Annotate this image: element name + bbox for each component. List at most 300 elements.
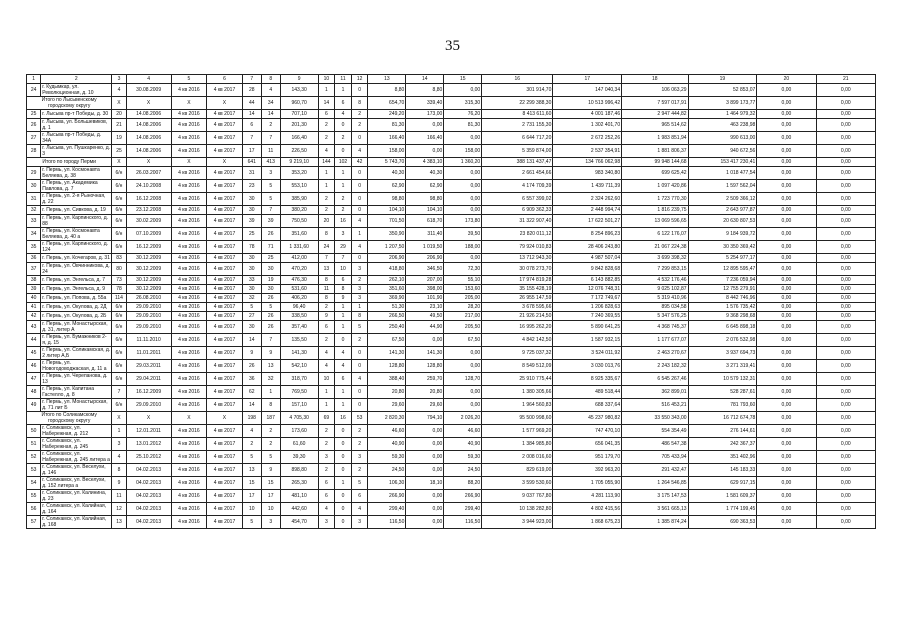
table-cell: 99 948 144,68 <box>622 158 688 167</box>
table-cell: 16.12.2008 <box>126 193 171 206</box>
table-cell: 4 кв 2017 <box>207 193 243 206</box>
table-cell: 1 <box>335 303 352 312</box>
table-cell: 266,90 <box>368 490 406 503</box>
table-cell: 30.02.2009 <box>126 215 171 228</box>
table-cell: 4 842 142,50 <box>482 334 553 347</box>
table-cell: 0,00 <box>816 386 875 399</box>
table-cell: 0 <box>335 516 352 529</box>
table-cell: 25 910 775,44 <box>482 373 553 386</box>
table-row <box>27 215 876 228</box>
table-row <box>27 254 876 263</box>
table-cell: 0,00 <box>816 360 875 373</box>
table-cell: 0,00 <box>816 158 875 167</box>
table-cell: 0,00 <box>816 110 875 119</box>
table-cell: 1 <box>335 399 352 412</box>
table-cell: 554 354,49 <box>622 425 688 438</box>
table-cell: 1 816 239,75 <box>622 206 688 215</box>
table-row <box>27 347 876 360</box>
table-cell: 0,00 <box>757 110 816 119</box>
table-cell: 31 <box>27 193 41 206</box>
table-cell: X <box>112 412 126 425</box>
table-cell: 3 271 319,41 <box>688 360 757 373</box>
table-cell: 30 <box>261 285 280 294</box>
table-cell: 59,30 <box>444 451 482 464</box>
table-cell: 39 <box>27 285 41 294</box>
table-cell: 73 <box>112 276 126 285</box>
table-cell: 95 500 998,60 <box>482 412 553 425</box>
table-cell: 0 <box>351 254 368 263</box>
table-cell: 9 <box>261 464 280 477</box>
table-cell: 6/н <box>112 312 126 321</box>
table-cell: 6/н <box>112 347 126 360</box>
table-cell: 26 <box>27 119 41 132</box>
table-cell: 0,00 <box>757 334 816 347</box>
table-cell: 12.01.2011 <box>126 425 171 438</box>
table-cell: 0,00 <box>816 263 875 276</box>
table-cell: 7 240 369,55 <box>553 312 622 321</box>
table-cell: 10 579 132,31 <box>688 373 757 386</box>
table-cell: 04.02.2013 <box>126 477 171 490</box>
table-cell: 206,90 <box>406 254 444 263</box>
table-cell: 2 <box>318 206 335 215</box>
table-cell: 0,00 <box>406 490 444 503</box>
table-cell: 6/н <box>112 206 126 215</box>
table-cell: 157,10 <box>280 399 318 412</box>
table-cell: 750,50 <box>280 215 318 228</box>
table-cell: 1 207,50 <box>368 241 406 254</box>
table-body <box>27 75 876 529</box>
table-cell: 0 <box>351 167 368 180</box>
table-cell: 4 <box>242 425 261 438</box>
table-row <box>27 477 876 490</box>
table-cell: 2 <box>335 193 352 206</box>
table-cell: 17 974 819,28 <box>482 276 553 285</box>
table-cell: 0,00 <box>757 132 816 145</box>
table-cell: 12 895 595,47 <box>688 263 757 276</box>
table-cell: 388,40 <box>368 373 406 386</box>
table-cell: 2 <box>335 206 352 215</box>
table-cell: 24,50 <box>444 464 482 477</box>
table-row <box>27 464 876 477</box>
address-cell: г. Пермь, ул. Капитана Гастелло, д. 8 <box>41 386 112 399</box>
column-number-cell: 21 <box>816 75 875 84</box>
table-cell: 76,20 <box>444 110 482 119</box>
table-cell: 2 <box>318 132 335 145</box>
table-cell: 1 264 546,85 <box>622 477 688 490</box>
table-cell: 2 537 354,91 <box>553 145 622 158</box>
table-cell: 4 кв 2017 <box>207 294 243 303</box>
table-cell: 11 <box>112 490 126 503</box>
table-cell: 0,00 <box>816 167 875 180</box>
table-cell: 4 <box>351 503 368 516</box>
table-cell: 4 кв 2017 <box>207 347 243 360</box>
table-cell: 0,00 <box>757 386 816 399</box>
table-cell: 699 625,42 <box>622 167 688 180</box>
table-row <box>27 451 876 464</box>
table-cell: 173,00 <box>406 110 444 119</box>
address-cell: г. Пермь, ул. Космонавта Беляева, д. 40 а <box>41 228 112 241</box>
table-cell: 4 <box>335 347 352 360</box>
table-cell: 4 кв 2017 <box>207 132 243 145</box>
table-cell: 24 <box>27 84 41 97</box>
table-cell: 1 <box>335 84 352 97</box>
table-cell: 30 <box>242 263 261 276</box>
table-cell: 2 672 252,26 <box>553 132 622 145</box>
table-cell: 9 <box>242 347 261 360</box>
table-cell: 0 <box>351 386 368 399</box>
table-cell: 4 кв 2016 <box>171 451 207 464</box>
address-cell: г. Соликамск, ул. Веселухи, д. 146 <box>41 464 112 477</box>
table-cell: 3 899 173,77 <box>688 97 757 110</box>
column-number-cell: 19 <box>688 75 757 84</box>
table-cell: 369,90 <box>368 294 406 303</box>
table-cell: 1 019,50 <box>406 241 444 254</box>
table-cell: 0,00 <box>757 193 816 206</box>
table-cell: 143,30 <box>280 84 318 97</box>
table-cell: 52 853,07 <box>688 84 757 97</box>
table-cell: 4 кв 2017 <box>207 321 243 334</box>
table-cell: 98,80 <box>406 193 444 206</box>
table-cell: 641 <box>242 158 261 167</box>
table-cell: 11.11.2010 <box>126 334 171 347</box>
table-cell: 353,20 <box>280 167 318 180</box>
table-cell: 0,00 <box>406 503 444 516</box>
table-cell: 4 кв 2016 <box>171 206 207 215</box>
table-cell: 418,80 <box>368 263 406 276</box>
table-cell: 0,00 <box>757 228 816 241</box>
column-number-cell: 7 <box>242 75 261 84</box>
table-cell: 0 <box>335 438 352 451</box>
table-cell: 0,00 <box>444 193 482 206</box>
table-cell: 25 <box>242 228 261 241</box>
column-number-cell: 12 <box>351 75 368 84</box>
subtotal-row <box>27 158 876 167</box>
table-cell: 265,30 <box>280 477 318 490</box>
table-cell: 0,00 <box>816 254 875 263</box>
table-cell: 5 743,70 <box>368 158 406 167</box>
table-cell: 206,90 <box>368 254 406 263</box>
table-cell: 0 <box>335 334 352 347</box>
table-cell: 104,10 <box>406 206 444 215</box>
table-cell: 481,10 <box>280 490 318 503</box>
table-cell: 8,80 <box>406 84 444 97</box>
table-cell: 0,00 <box>406 145 444 158</box>
table-cell: 5 890 641,25 <box>553 321 622 334</box>
table-cell: 23 <box>242 180 261 193</box>
address-cell: г. Соликамск, ул. Калийная, д. 168 <box>41 516 112 529</box>
table-cell: 10 <box>318 373 335 386</box>
table-cell: 6 644 717,20 <box>482 132 553 145</box>
table-cell: 0,00 <box>757 516 816 529</box>
table-cell: 4 кв 2016 <box>171 477 207 490</box>
table-cell: 4 кв 2016 <box>171 228 207 241</box>
table-cell: 31 322 907,40 <box>482 215 553 228</box>
table-cell: 12 076 748,31 <box>553 285 622 294</box>
table-cell: 20 630 807,53 <box>688 215 757 228</box>
table-cell: 6 122 176,07 <box>622 228 688 241</box>
table-cell: 88,20 <box>444 477 482 490</box>
table-cell: 406,20 <box>280 294 318 303</box>
table-cell: 351,60 <box>280 228 318 241</box>
column-number-row <box>27 75 876 84</box>
table-cell: 6/н <box>112 215 126 228</box>
table-cell: 3 <box>351 451 368 464</box>
table-cell: 8 925 335,67 <box>553 373 622 386</box>
table-cell: 895 034,58 <box>622 303 688 312</box>
table-cell: 78 <box>112 285 126 294</box>
table-cell: 5 <box>242 303 261 312</box>
table-cell: 25 <box>112 145 126 158</box>
table-cell: 04.02.2013 <box>126 464 171 477</box>
table-cell: 0,00 <box>757 84 816 97</box>
table-cell: 1 <box>318 167 335 180</box>
table-cell: 1 581 609,37 <box>688 490 757 503</box>
table-cell: 26.08.2010 <box>126 294 171 303</box>
table-cell: 0,00 <box>757 438 816 451</box>
table-cell: 128,80 <box>406 360 444 373</box>
table-cell: 0,00 <box>757 399 816 412</box>
table-cell: 166,40 <box>406 132 444 145</box>
table-cell: 11 <box>261 145 280 158</box>
table-cell: 1 <box>335 477 352 490</box>
table-cell: 30 <box>27 180 41 193</box>
table-cell: 116,50 <box>368 516 406 529</box>
table-cell: 6 143 882,85 <box>553 276 622 285</box>
table-cell: 14 <box>318 97 335 110</box>
table-cell: 4 кв 2017 <box>207 215 243 228</box>
table-cell: 2 947 444,82 <box>622 110 688 119</box>
table-cell: 0,00 <box>816 97 875 110</box>
column-number-cell: 3 <box>112 75 126 84</box>
table-cell: 4 кв 2017 <box>207 360 243 373</box>
table-cell: 71 <box>261 241 280 254</box>
table-cell: 4 кв 2016 <box>171 347 207 360</box>
table-cell: 388 131 437,47 <box>482 158 553 167</box>
table-cell: 51,30 <box>368 303 406 312</box>
table-cell: 8 254 896,23 <box>553 228 622 241</box>
table-cell: 350,90 <box>368 228 406 241</box>
table-cell: 6 <box>318 477 335 490</box>
table-cell: 0,00 <box>757 119 816 132</box>
table-cell: 4 кв 2017 <box>207 425 243 438</box>
table-cell: 188,00 <box>444 241 482 254</box>
table-cell: 11.01.2011 <box>126 347 171 360</box>
table-row <box>27 503 876 516</box>
table-row <box>27 321 876 334</box>
table-cell: 0,00 <box>816 490 875 503</box>
table-cell: 6 <box>318 110 335 119</box>
table-cell: 0,00 <box>816 206 875 215</box>
table-cell: 1 <box>351 303 368 312</box>
address-cell: г. Соликамск, ул. Набережная, д. 245 <box>41 438 112 451</box>
table-cell: 6/н <box>112 180 126 193</box>
table-cell: 4 <box>318 360 335 373</box>
table-cell: 0,00 <box>444 360 482 373</box>
table-cell: 18,10 <box>406 477 444 490</box>
table-cell: 707,10 <box>280 110 318 119</box>
table-cell: 2 <box>351 276 368 285</box>
table-cell: 4 кв 2016 <box>171 119 207 132</box>
table-cell: 46,60 <box>444 425 482 438</box>
table-cell: 7 <box>261 334 280 347</box>
table-cell: 39 <box>261 215 280 228</box>
table-cell: 153,60 <box>444 285 482 294</box>
table-cell: 2 <box>351 119 368 132</box>
table-cell: 4 кв 2016 <box>171 132 207 145</box>
table-cell: 10 <box>261 503 280 516</box>
table-cell: 965 514,62 <box>622 119 688 132</box>
column-number-cell: 15 <box>444 75 482 84</box>
table-cell: 41 <box>27 303 41 312</box>
table-cell: 3 524 011,92 <box>553 347 622 360</box>
table-cell: 0,00 <box>816 477 875 490</box>
table-cell: 30.08.2009 <box>126 84 171 97</box>
table-row <box>27 490 876 503</box>
table-cell: 49,50 <box>406 312 444 321</box>
table-cell: 1 <box>318 84 335 97</box>
table-row <box>27 145 876 158</box>
table-cell: 1 097 420,86 <box>622 180 688 193</box>
table-cell: 4 кв 2016 <box>171 373 207 386</box>
table-cell: 29 <box>335 241 352 254</box>
table-cell: 0,00 <box>816 451 875 464</box>
table-cell: 0,00 <box>757 180 816 193</box>
table-cell: 24 <box>318 241 335 254</box>
table-cell: 4 001 187,46 <box>553 110 622 119</box>
table-cell: 30.12.2009 <box>126 276 171 285</box>
table-cell: 29,60 <box>406 399 444 412</box>
table-cell: 4 кв 2016 <box>171 84 207 97</box>
column-number-cell: 1 <box>27 75 41 84</box>
table-row <box>27 119 876 132</box>
table-cell: 26 <box>242 360 261 373</box>
table-cell: 5 <box>261 303 280 312</box>
table-cell: 1 <box>335 180 352 193</box>
table-cell: 40,90 <box>444 438 482 451</box>
table-cell: 0,00 <box>444 206 482 215</box>
table-cell: 960,70 <box>280 97 318 110</box>
table-cell: 0,00 <box>406 425 444 438</box>
table-cell: 4 кв 2017 <box>207 312 243 321</box>
table-row <box>27 294 876 303</box>
table-cell: 23,10 <box>406 303 444 312</box>
table-cell: 24.10.2008 <box>126 180 171 193</box>
table-cell: 4 кв 2017 <box>207 490 243 503</box>
table-cell: 0,00 <box>757 490 816 503</box>
table-cell: 4 кв 2017 <box>207 254 243 263</box>
table-cell: 16 <box>335 412 352 425</box>
table-cell: 9 037 767,80 <box>482 490 553 503</box>
table-cell: 34 <box>27 228 41 241</box>
table-cell: 0,00 <box>757 412 816 425</box>
table-cell: X <box>171 412 207 425</box>
table-cell: 81,30 <box>368 119 406 132</box>
table-cell: 17 <box>261 490 280 503</box>
table-row <box>27 241 876 254</box>
address-cell: г. Пермь, ул. Кочегаров, д. 31 <box>42 255 110 261</box>
table-cell: 3 699 398,32 <box>622 254 688 263</box>
table-cell: 52 <box>27 451 41 464</box>
table-cell: 2 243 182,32 <box>622 360 688 373</box>
table-cell: 9 219,10 <box>280 158 318 167</box>
table-row <box>27 228 876 241</box>
table-cell: 3 <box>261 167 280 180</box>
table-cell: 5 <box>351 321 368 334</box>
table-cell: 32 <box>242 294 261 303</box>
table-cell: 4 кв 2016 <box>171 294 207 303</box>
table-cell: 26 <box>261 321 280 334</box>
table-cell: 1 <box>261 386 280 399</box>
table-cell: 4 <box>335 110 352 119</box>
table-cell: 1 774 199,45 <box>688 503 757 516</box>
table-cell: 106 063,29 <box>622 84 688 97</box>
table-cell: 44 <box>27 334 41 347</box>
address-cell: г. Пермь, ул. Карпинского, д. 88 <box>41 215 112 228</box>
table-cell: 4 802 415,56 <box>553 503 622 516</box>
table-cell: 36 <box>27 254 41 263</box>
table-cell: 30 078 273,70 <box>482 263 553 276</box>
table-cell: 6/н <box>112 321 126 334</box>
table-cell: 3 <box>112 438 126 451</box>
table-cell: 25 <box>27 110 41 119</box>
table-cell: 0 <box>351 206 368 215</box>
table-cell: 7 299 853,15 <box>622 263 688 276</box>
table-cell: 8 <box>351 97 368 110</box>
table-cell: 6/н <box>112 360 126 373</box>
column-number-cell: 8 <box>261 75 280 84</box>
table-cell: 618,70 <box>406 215 444 228</box>
table-cell: 53 <box>351 412 368 425</box>
table-cell: 19 <box>261 276 280 285</box>
table-cell: 259,70 <box>406 373 444 386</box>
table-cell: 0,00 <box>406 438 444 451</box>
table-cell: 0,00 <box>757 276 816 285</box>
table-cell: X <box>171 97 207 110</box>
table-cell: 173,80 <box>444 215 482 228</box>
table-cell: 769,50 <box>280 386 318 399</box>
table-cell: 299,40 <box>368 503 406 516</box>
table-cell: 12 <box>112 503 126 516</box>
table-cell: X <box>126 158 171 167</box>
table-cell: 11 <box>318 285 335 294</box>
table-cell: 794,10 <box>406 412 444 425</box>
table-cell: 0,00 <box>816 347 875 360</box>
column-number-cell: 5 <box>171 75 207 84</box>
table-cell: 3 <box>351 285 368 294</box>
table-cell: 351,60 <box>368 285 406 294</box>
table-cell: 2 076 532,98 <box>688 334 757 347</box>
table-cell: 50 <box>27 425 41 438</box>
table-cell: 4 кв 2017 <box>207 477 243 490</box>
table-cell: 59,30 <box>368 451 406 464</box>
table-cell: 15 <box>261 477 280 490</box>
table-cell: 1 587 932,15 <box>553 334 622 347</box>
table-cell: 20,80 <box>368 386 406 399</box>
table-cell: 83 <box>112 254 126 263</box>
table-cell: 0,00 <box>816 132 875 145</box>
table-cell: 9 725 037,32 <box>482 347 553 360</box>
table-cell: 2 <box>318 464 335 477</box>
table-cell: 25.10.2012 <box>126 451 171 464</box>
table-cell: 7 236 059,94 <box>688 276 757 285</box>
table-cell: 266,90 <box>444 490 482 503</box>
table-cell: 16.12.2009 <box>126 386 171 399</box>
table-cell: 4 <box>318 145 335 158</box>
table-cell: 10 138 282,80 <box>482 503 553 516</box>
table-cell: 0 <box>351 360 368 373</box>
table-cell: 0,00 <box>757 312 816 321</box>
address-cell: г. Соликамск, ул. Набережная, д. 245 литера а <box>42 451 110 463</box>
